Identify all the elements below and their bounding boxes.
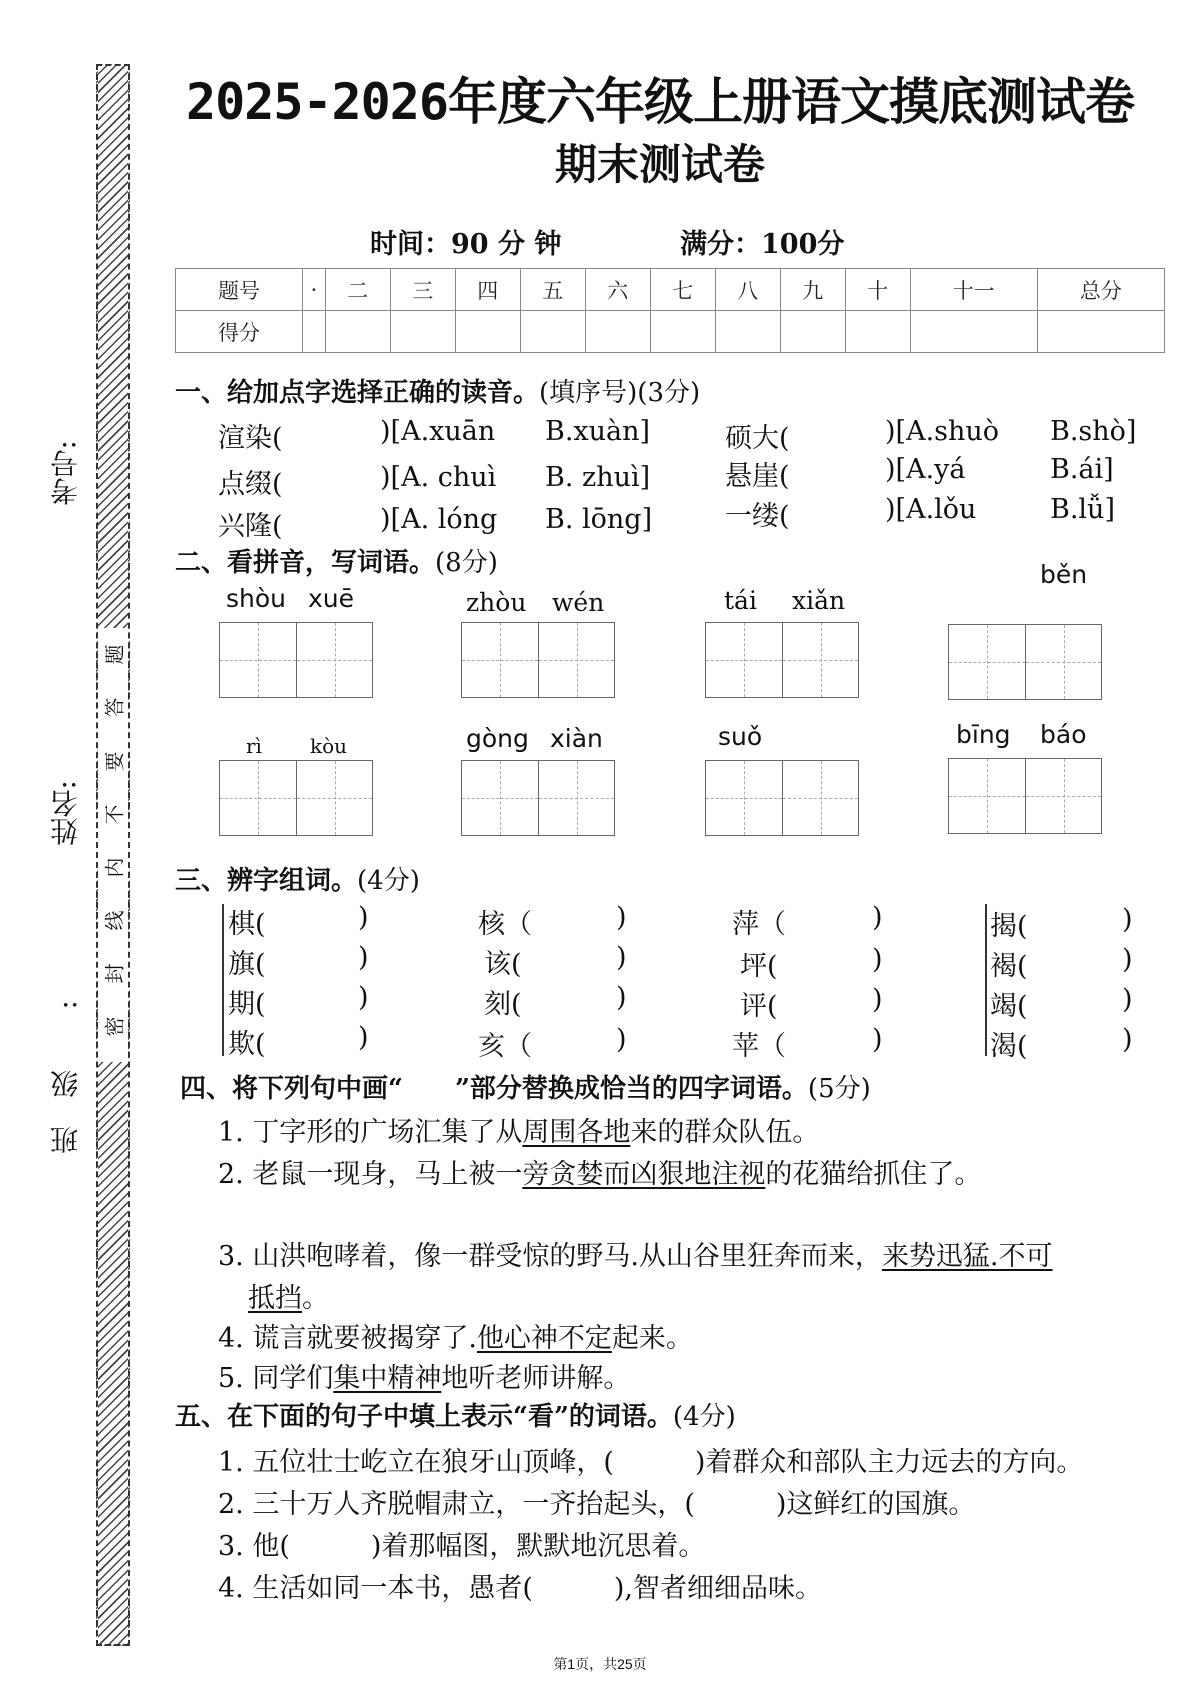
- score-input-cell[interactable]: [910, 311, 1037, 353]
- char-paren: ): [358, 1022, 369, 1053]
- writing-grid[interactable]: [461, 622, 615, 698]
- char-paren: ): [616, 942, 627, 973]
- sentence-1: 1. 丁字形的广场汇集了从周围各地来的群众队伍。: [218, 1117, 820, 1148]
- table-cell: 十: [845, 269, 910, 311]
- page-number: 第1页，共25页: [553, 1656, 647, 1672]
- pinyin-label: gòng: [466, 724, 529, 753]
- item-option-b: B. lōng]: [545, 504, 653, 535]
- pinyin-label: xiàn: [550, 724, 603, 753]
- page-title: 2025-2026年度六年级上册语文摸底测试卷: [186, 73, 1134, 131]
- seal-area: [98, 628, 128, 1062]
- char-item: 渴(: [990, 1031, 1028, 1062]
- seal-char: 题: [102, 644, 127, 665]
- item-word: 硕大(: [725, 423, 790, 454]
- sentence-4: 4. 谎言就要被揭穿了.他心神不定起来。: [218, 1323, 693, 1354]
- char-paren: ): [616, 1024, 627, 1055]
- char-item: 评(: [740, 991, 778, 1022]
- score-input-cell[interactable]: [845, 311, 910, 353]
- section-5-title: 五、在下面的句子中填上表示“看”的词语。(4分): [175, 1402, 736, 1432]
- writing-grid[interactable]: [948, 758, 1102, 834]
- char-paren: ): [358, 982, 369, 1013]
- writing-grid[interactable]: [948, 624, 1102, 700]
- char-paren: ): [872, 944, 883, 975]
- item-option-b: B. zhuì]: [545, 462, 651, 493]
- name-label: 姓名:: [49, 780, 82, 846]
- char-paren: ): [1122, 1024, 1133, 1055]
- item-word: 渲染(: [218, 423, 283, 454]
- group-bracket: [985, 904, 987, 1056]
- score-input-cell[interactable]: [1037, 311, 1164, 353]
- exam-number-label: 考号:: [49, 440, 82, 506]
- class-colon: :: [50, 1000, 83, 1010]
- char-paren: ): [872, 1024, 883, 1055]
- char-item: 褐(: [990, 951, 1028, 982]
- char-paren: ): [358, 902, 369, 933]
- table-cell: 二: [325, 269, 390, 311]
- table-cell: 三: [390, 269, 455, 311]
- sentence-5: 5. 同学们集中精神地听老师讲解。: [218, 1363, 631, 1394]
- char-item: 竭(: [990, 991, 1028, 1022]
- char-item: 该(: [484, 949, 522, 980]
- page-subtitle: 期末测试卷: [554, 140, 765, 189]
- score-input-cell[interactable]: [650, 311, 715, 353]
- seal-char: 内: [102, 857, 127, 878]
- section-4-title: 四、将下列句中画“ ”部分替换成恰当的四字词语。(5分): [180, 1074, 871, 1104]
- char-item: 核（: [478, 909, 532, 940]
- sentence-3-cont: 抵挡。: [248, 1283, 329, 1314]
- table-cell: ·: [303, 269, 326, 311]
- table-cell: 九: [780, 269, 845, 311]
- item-option-b: B.lǚ]: [1050, 494, 1115, 525]
- fill-sentence-3: 3. 他( )着那幅图，默默地沉思着。: [218, 1531, 706, 1562]
- pinyin-label: bīng: [956, 720, 1011, 749]
- char-item: 期(: [228, 989, 266, 1020]
- score-input-cell[interactable]: [455, 311, 520, 353]
- table-cell: 八: [715, 269, 780, 311]
- score-input-cell[interactable]: [715, 311, 780, 353]
- pinyin-label: xiǎn: [792, 586, 846, 615]
- score-input-cell[interactable]: [780, 311, 845, 353]
- item-option-b: B.ái]: [1050, 454, 1114, 485]
- table-cell: 得分: [176, 311, 303, 353]
- section-2-title: 二、看拼音，写词语。(8分): [175, 548, 498, 578]
- score-input-cell[interactable]: [303, 311, 326, 353]
- char-paren: ): [872, 902, 883, 933]
- table-cell: 七: [650, 269, 715, 311]
- char-item: 欺(: [228, 1029, 266, 1060]
- char-item: 揭(: [990, 911, 1028, 942]
- char-paren: ): [1122, 984, 1133, 1015]
- char-item: 刻(: [484, 989, 522, 1020]
- score-table: [175, 268, 1165, 353]
- table-row: [176, 311, 1165, 353]
- pinyin-label: suǒ: [718, 722, 763, 751]
- char-item: 坪(: [740, 951, 778, 982]
- seal-char: 要: [102, 751, 127, 772]
- item-word: 悬崖(: [725, 461, 790, 492]
- pinyin-label: xuē: [308, 584, 355, 613]
- pinyin-label: běn: [1040, 560, 1088, 589]
- pinyin-label: shòu: [226, 584, 287, 613]
- pinyin-label: rì: [246, 734, 262, 758]
- item-option-a: )[A.yá: [885, 454, 966, 485]
- table-cell: 题号: [176, 269, 303, 311]
- writing-grid[interactable]: [219, 760, 373, 836]
- writing-grid[interactable]: [219, 622, 373, 698]
- item-word: 一缕(: [725, 501, 790, 532]
- score-input-cell[interactable]: [325, 311, 390, 353]
- sentence-2: 2. 老鼠一现身，马上被一旁贪婪而凶狠地注视的花猫给抓住了。: [218, 1159, 982, 1190]
- fill-sentence-1: 1. 五位壮士屹立在狼牙山顶峰，( )着群众和部队主力远去的方向。: [218, 1447, 1084, 1478]
- seal-char: 不: [102, 804, 127, 825]
- char-item: 旗(: [228, 949, 266, 980]
- item-option-b: B.xuàn]: [545, 416, 651, 447]
- table-cell: 五: [520, 269, 585, 311]
- char-paren: ): [616, 902, 627, 933]
- pinyin-label: wén: [552, 588, 605, 617]
- seal-char: 密: [102, 1016, 127, 1037]
- pinyin-label: tái: [724, 586, 757, 615]
- char-paren: ): [1122, 904, 1133, 935]
- exam-time: 时间：90 分 钟: [370, 229, 562, 260]
- table-cell: 总分: [1037, 269, 1164, 311]
- item-option-a: )[A. lóng: [380, 504, 498, 535]
- section-1-title: 一、给加点字选择正确的读音。(填序号)(3分): [175, 378, 701, 408]
- char-paren: ): [358, 942, 369, 973]
- score-input-cell[interactable]: [520, 311, 585, 353]
- char-paren: ): [616, 982, 627, 1013]
- section-3-title: 三、辨字组词。(4分): [175, 866, 420, 896]
- fill-sentence-2: 2. 三十万人齐脱帽肃立，一齐抬起头，( )这鲜红的国旗。: [218, 1489, 976, 1520]
- item-option-a: )[A.xuān: [380, 416, 496, 447]
- item-option-b: B.shò]: [1050, 416, 1137, 447]
- pinyin-label: zhòu: [466, 588, 527, 617]
- score-input-cell[interactable]: [390, 311, 455, 353]
- writing-grid[interactable]: [705, 760, 859, 836]
- char-item: 萍（: [732, 909, 786, 940]
- item-option-a: )[A.lǒu: [885, 494, 977, 525]
- item-word: 点缀(: [218, 469, 283, 500]
- writing-grid[interactable]: [705, 622, 859, 698]
- table-cell: 十一: [910, 269, 1037, 311]
- table-cell: 六: [585, 269, 650, 311]
- seal-char: 封: [102, 963, 127, 984]
- item-option-a: )[A.shuò: [885, 416, 1000, 447]
- full-score: 满分：100分: [680, 229, 845, 260]
- table-cell: 四: [455, 269, 520, 311]
- pinyin-label: kòu: [310, 734, 348, 758]
- char-item: 棋(: [228, 909, 266, 940]
- pinyin-label: báo: [1040, 720, 1087, 749]
- char-paren: ): [1122, 944, 1133, 975]
- seal-char: 答: [102, 697, 127, 718]
- writing-grid[interactable]: [461, 760, 615, 836]
- sentence-3: 3. 山洪咆哮着，像一群受惊的野马.从山谷里狂奔而来，来势迅猛.不可: [218, 1241, 1053, 1272]
- char-paren: ): [872, 984, 883, 1015]
- table-row: [176, 269, 1165, 311]
- group-bracket: [222, 904, 224, 1056]
- fill-sentence-4: 4. 生活如同一本书，愚者( ),智者细细品味。: [218, 1573, 822, 1604]
- char-item: 苹（: [732, 1031, 786, 1062]
- item-word: 兴隆(: [218, 511, 283, 542]
- score-input-cell[interactable]: [585, 311, 650, 353]
- char-item: 亥（: [478, 1031, 532, 1062]
- seal-char: 线: [102, 910, 127, 931]
- class-label: 班 级: [49, 1070, 82, 1154]
- item-option-a: )[A. chuì: [380, 462, 497, 493]
